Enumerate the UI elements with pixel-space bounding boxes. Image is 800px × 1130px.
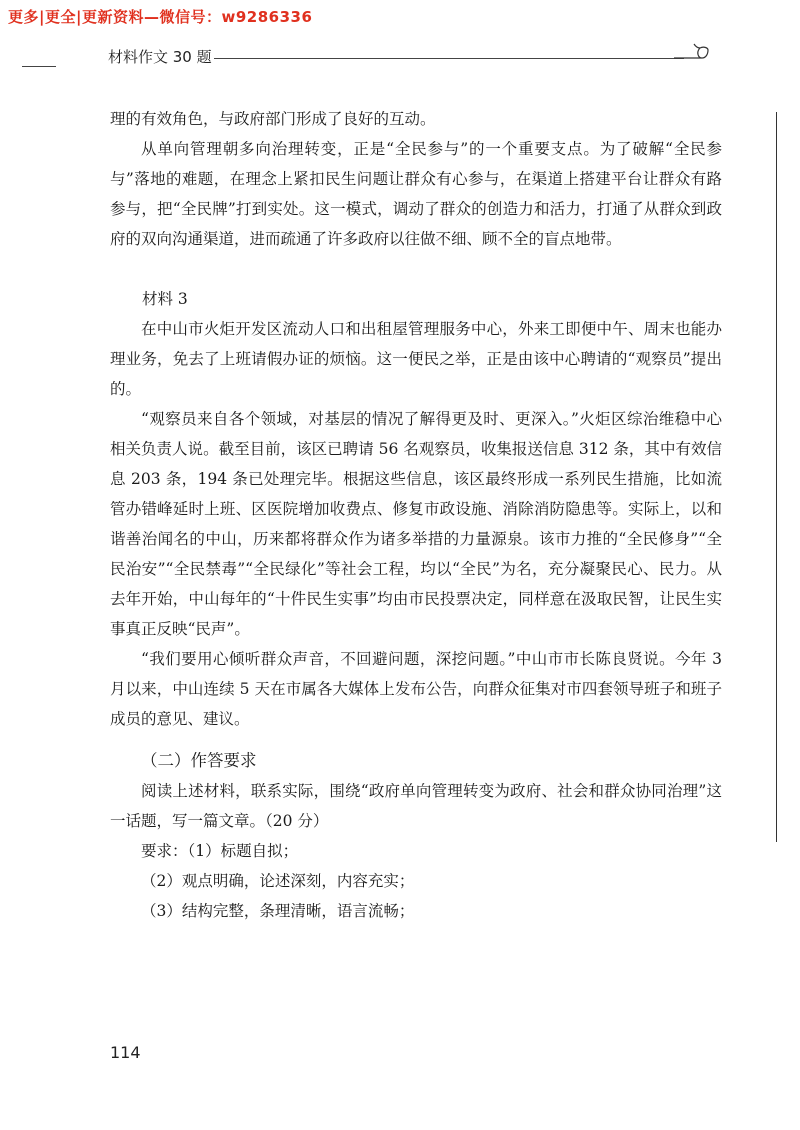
header-rule [214, 58, 684, 59]
running-header-title: 材料作文 30 题 [108, 48, 212, 66]
margin-rule [776, 112, 777, 842]
paragraph-3: 在中山市火炬开发区流动人口和出租屋管理服务中心，外来工即便中午、周末也能办理业务，免去了上班请假办证的烦恼。这一便民之举，正是由该中心聘请的“观察员”提出的。 [110, 320, 722, 398]
page-number: 114 [110, 1043, 141, 1062]
material-3-label: 材料 3 [142, 290, 188, 308]
paragraph-6: 阅读上述材料，联系实际，围绕“政府单向管理转变为政府、社会和群众协同治理”这一话题，写一篇文章。（20 分） [110, 782, 722, 830]
paragraph-2: 从单向管理朝多向治理转变，正是“全民参与”的一个重要支点。为了破解“全民参与”落地的难题，在理念上紧扣民生问题让群众有心参与，在渠道上搭建平台让群众有路参与，把“全民牌”打到实处。这一模式，调动了群众的创造力和活力，打通了从群众到政府的双向沟通渠道，进而疏通了许多政府以往做不细、顾不全的盲点地带。 [110, 140, 722, 248]
page-body [110, 104, 722, 926]
answer-requirements-heading: （二）作答要求 [141, 751, 257, 770]
requirement-3: （3）结构完整，条理清晰，语言流畅； [141, 902, 415, 920]
header-ornament-icon [672, 38, 712, 68]
requirement-2: （2）观点明确，论述深刻，内容充实； [141, 872, 415, 890]
watermark-text: 更多|更全|更新资料—微信号：w9286336 [8, 8, 313, 26]
paragraph-4: “观察员来自各个领域，对基层的情况了解得更及时、更深入。”火炬区综治维稳中心相关负责人说。截至目前，该区已聘请 56 名观察员，收集报送信息 312 条，其中有效信息 203 条，194 条已处理完毕。根据这些信息，该区最终形成一系列民生措施，比如流管办错峰延时上班、区医院增加收费点、修复市政设施、消除消防隐患等。实际上，以和谐善治闻名的中山，历来都将群众作为诸多举措的力量源泉。该市力推的“全民修身”“全民治安”“全民禁毒”“全民绿化”等社会工程，均以“全民”为名，充分凝聚民心、民力。从去年开始，中山每年的“十件民生实事”均由市民投票决定，同样意在汲取民智，让民生实事真正反映“民声”。 [110, 410, 722, 638]
paragraph-5: “我们要用心倾听群众声音，不回避问题，深挖问题。”中山市市长陈良贤说。今年 3 月以来，中山连续 5 天在市属各大媒体上发布公告，向群众征集对市四套领导班子和班子成员的意见、建议。 [110, 650, 722, 728]
paragraph-1: 理的有效角色，与政府部门形成了良好的互动。 [110, 110, 436, 128]
header-left-rule [22, 66, 56, 67]
requirement-1: 要求：（1）标题自拟； [141, 842, 299, 860]
